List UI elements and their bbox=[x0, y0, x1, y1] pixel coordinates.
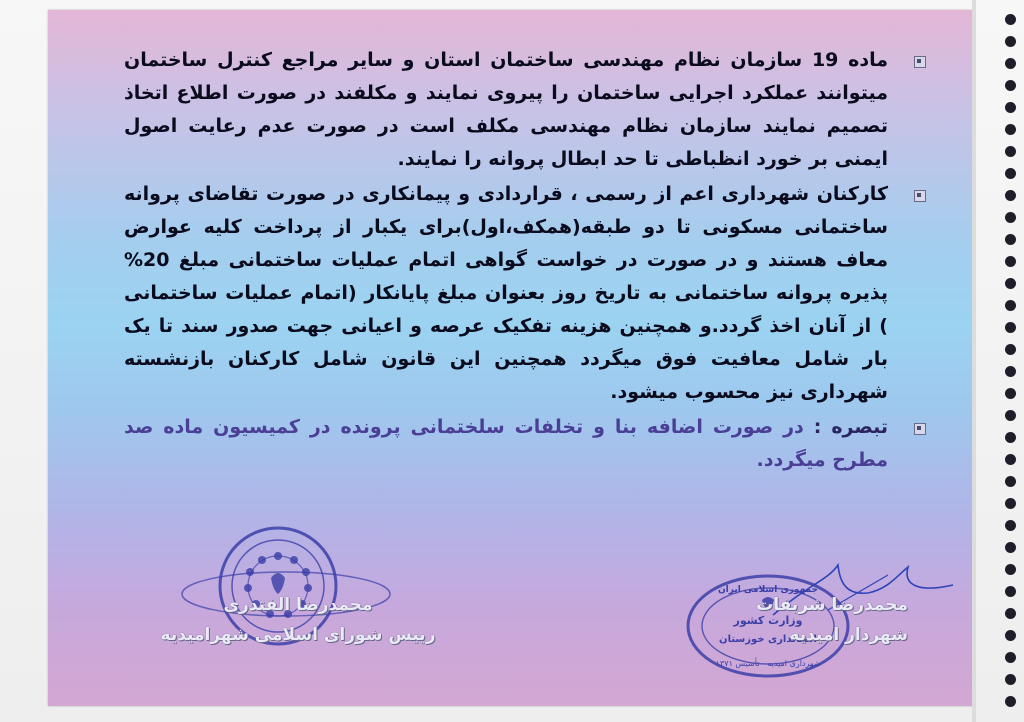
mayor-name: محمدرضا شریفات bbox=[756, 595, 908, 615]
stamp-bottom-text: شهرداری امیدیه - تأسیس ۱۳۷۱ bbox=[715, 659, 821, 668]
binding-hole bbox=[1005, 300, 1016, 311]
binding-hole bbox=[1005, 168, 1016, 179]
binding-hole bbox=[1005, 388, 1016, 399]
paper-edge bbox=[972, 0, 976, 722]
binding-hole bbox=[1005, 520, 1016, 531]
document-body bbox=[124, 44, 934, 479]
binding-hole bbox=[1005, 498, 1016, 509]
document-page bbox=[48, 10, 972, 706]
binding-hole bbox=[1005, 608, 1016, 619]
paragraph-municipal-staff bbox=[124, 178, 934, 409]
binding-hole bbox=[1005, 124, 1016, 135]
council-head-name: محمدرضا الفتدری bbox=[223, 595, 373, 615]
bullet-icon bbox=[914, 190, 926, 202]
binding-hole bbox=[1005, 652, 1016, 663]
binding-hole bbox=[1005, 696, 1016, 707]
paragraph-text: کارکنان شهرداری اعم از رسمی ، قراردادی و پیمانکاری در صورت تقاضای پروانه ساختمانی مسکونی تا دو طبقه(همکف،اول)برای یکبار از پرداخت کلیه عوارض معاف هستند و در صورت در خواست گواهی اتمام عملیات ساختمانی مبلغ 20% پذیره پروانه ساختمانی به تاریخ روز بعنوان مبلغ پایانکار (اتمام عملیات ساختمانی ) از آنان اخذ گردد.و همچنین هزینه تفکیک عرصه و اعیانی جهت صدور سند تا یک بار شامل معافیت فوق میگردد همچنین این قانون شامل کارکنان بازنشسته شهرداری نیز محسوب میشود. bbox=[124, 183, 888, 403]
binding-hole bbox=[1005, 674, 1016, 685]
stamp-line-1: وزارت کشور bbox=[733, 614, 803, 627]
binding-hole bbox=[1005, 278, 1016, 289]
binding-hole bbox=[1005, 102, 1016, 113]
binding-hole bbox=[1005, 432, 1016, 443]
bullet-icon bbox=[914, 423, 926, 435]
binding-hole bbox=[1005, 212, 1016, 223]
paragraph-text: ماده 19 سازمان نظام مهندسی ساختمان استان و سایر مراجع کنترل ساختمان میتوانند عملکرد اجرایی ساختمان را پیروی نمایند و مکلفند در صورت اطلاع اتخاذ تصمیم نمایند سازمان نظام مهندسی مکلف است در صورت عدم رعایت اصول ایمنی بر خورد انظباطی تا حد ابطال پروانه را نمایند. bbox=[124, 49, 888, 170]
binding-hole bbox=[1005, 542, 1016, 553]
paragraph-text: در صورت اضافه بنا و تخلفات سلختمانی پرونده در کمیسیون ماده صد مطرح میگردد. bbox=[124, 416, 888, 471]
binding-hole bbox=[1005, 146, 1016, 157]
binding-hole bbox=[1005, 190, 1016, 201]
binding-hole bbox=[1005, 410, 1016, 421]
paragraph-note bbox=[124, 411, 934, 477]
spiral-binding bbox=[994, 0, 1024, 722]
binding-hole bbox=[1005, 476, 1016, 487]
binding-hole bbox=[1005, 256, 1016, 267]
paragraph-article-19 bbox=[124, 44, 934, 176]
binding-hole bbox=[1005, 366, 1016, 377]
note-heading: تبصره : bbox=[813, 416, 888, 438]
stamp-line-2: استانداری خوزستان bbox=[719, 634, 817, 645]
binding-hole bbox=[1005, 58, 1016, 69]
binding-hole bbox=[1005, 80, 1016, 91]
mayor-signature-block bbox=[648, 590, 908, 650]
binding-hole bbox=[1005, 630, 1016, 641]
binding-hole bbox=[1005, 454, 1016, 465]
binding-hole bbox=[1005, 564, 1016, 575]
binding-hole bbox=[1005, 322, 1016, 333]
binding-hole bbox=[1005, 234, 1016, 245]
binding-hole bbox=[1005, 36, 1016, 47]
council-signature-block bbox=[153, 590, 443, 650]
mayor-title: شهردار امیدیه bbox=[789, 625, 908, 645]
binding-hole bbox=[1005, 586, 1016, 597]
bullet-icon bbox=[914, 56, 926, 68]
council-head-title: رییس شورای اسلامی شهرامیدیه bbox=[160, 625, 436, 645]
binding-hole bbox=[1005, 344, 1016, 355]
stamp-top-text: جمهوری اسلامی ایران bbox=[717, 585, 819, 595]
binding-hole bbox=[1005, 14, 1016, 25]
